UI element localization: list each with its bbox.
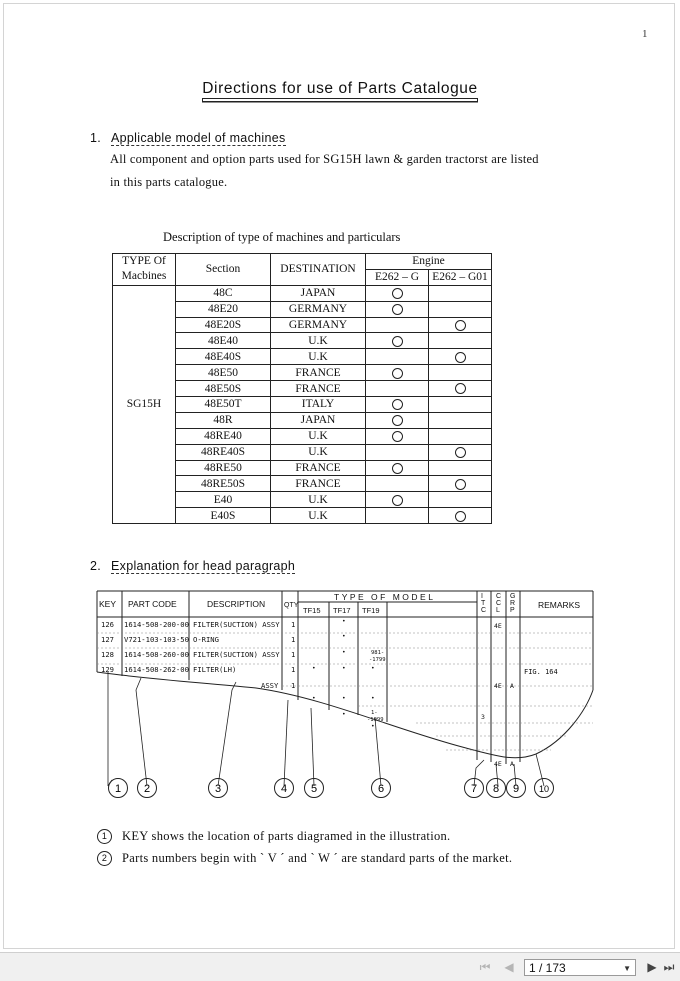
table-caption: Description of type of machines and particulars	[163, 230, 401, 244]
page-indicator: 1 / 173	[529, 961, 566, 975]
spec-engine-a-cell	[366, 333, 429, 349]
ccl-value: 4E	[494, 682, 502, 690]
note-1	[97, 829, 451, 844]
spec-engine-b-cell	[429, 349, 492, 365]
spec-section-cell: 48RE40	[176, 428, 271, 444]
circle-mark-icon	[455, 511, 466, 522]
model-mark: •	[342, 711, 346, 718]
spec-section-cell: 48R	[176, 412, 271, 428]
first-page-icon[interactable]: ⏮	[479, 960, 491, 974]
circle-mark-icon	[392, 463, 403, 474]
section2-heading	[90, 559, 295, 573]
spec-engine-b-cell	[429, 301, 492, 317]
spec-destination-cell: FRANCE	[271, 381, 366, 397]
next-page-icon[interactable]: ▶	[647, 960, 657, 974]
spec-table	[112, 253, 492, 524]
circle-mark-icon	[455, 479, 466, 490]
circle-mark-icon	[455, 447, 466, 458]
spec-engine-a-cell	[366, 412, 429, 428]
spec-engine-b-cell	[429, 428, 492, 444]
spec-destination-cell: FRANCE	[271, 460, 366, 476]
note-1-text: KEY shows the location of parts diagramed in the illustration.	[122, 829, 451, 843]
head-col-key: KEY	[99, 599, 117, 609]
serial-range: -1999	[367, 717, 384, 723]
model-mark: •	[312, 695, 316, 702]
head-col-tf17: TF17	[333, 606, 351, 615]
model-mark: •	[371, 665, 375, 672]
circle-mark-icon	[455, 352, 466, 363]
spec-destination-cell: GERMANY	[271, 317, 366, 333]
page-number: 1	[642, 28, 648, 40]
spec-destination-cell: U.K	[271, 333, 366, 349]
head-col-ccl: C	[496, 593, 502, 600]
spec-section-cell: 48E20	[176, 301, 271, 317]
spec-engine-a-cell	[366, 285, 429, 301]
chevron-down-icon: ▼	[623, 964, 631, 973]
callout-label: 9	[512, 783, 520, 795]
spec-engine-a-cell	[366, 381, 429, 397]
spec-engine-b-cell	[429, 333, 492, 349]
head-row-key: 128	[101, 650, 114, 659]
callout-label: 10	[538, 784, 550, 794]
head-col-part-code: PART CODE	[128, 599, 177, 609]
head-paragraph-diagram	[96, 590, 596, 810]
grp-value: A	[510, 682, 514, 690]
spec-section-cell: 48RE40S	[176, 444, 271, 460]
spec-engine-b-cell	[429, 476, 492, 492]
spec-destination-cell: ITALY	[271, 397, 366, 413]
spec-engine-b-cell	[429, 492, 492, 508]
spec-section-cell: 48RE50S	[176, 476, 271, 492]
head-row-qty: 1	[291, 665, 296, 674]
head-row-qty: 1	[291, 650, 296, 659]
spec-section-cell: 48RE50	[176, 460, 271, 476]
spec-section-cell: 48E50	[176, 365, 271, 381]
spec-header-engine: Engine	[366, 254, 492, 270]
head-row-part-code: 1614-508-262-00	[124, 665, 189, 674]
spec-destination-cell: U.K	[271, 428, 366, 444]
spec-destination-cell: U.K	[271, 444, 366, 460]
head-col-description: DESCRIPTION	[207, 599, 266, 609]
circle-mark-icon	[392, 415, 403, 426]
spec-engine-b-cell	[429, 444, 492, 460]
head-col-type-of-model: TYPE OF MODEL	[334, 592, 436, 602]
circle-mark-icon	[392, 368, 403, 379]
circle-mark-icon	[455, 383, 466, 394]
head-col-qty: QTY	[284, 602, 299, 609]
spec-destination-cell: GERMANY	[271, 301, 366, 317]
head-col-itc: C	[481, 607, 487, 614]
circle-mark-icon	[392, 495, 403, 506]
head-row-qty: 1	[291, 681, 296, 690]
last-page-icon[interactable]: ⏭	[663, 960, 675, 974]
page-title	[0, 80, 680, 98]
head-row-description: FILTER(LH)	[193, 665, 237, 674]
circle-mark-icon	[392, 336, 403, 347]
head-row-description: FILTER(SUCTION) ASSY	[193, 620, 280, 629]
circle-mark-icon	[455, 320, 466, 331]
head-paragraph-figure	[96, 590, 596, 810]
head-row-part-code: 1614-508-200-00	[124, 620, 189, 629]
head-col-grp: G	[510, 593, 516, 600]
note-2-marker: 2	[97, 851, 112, 866]
note-2	[97, 851, 512, 866]
section2-number: 2.	[90, 559, 102, 573]
callout-label: 2	[143, 783, 151, 795]
spec-engine-a-cell	[366, 428, 429, 444]
section1-number: 1.	[90, 131, 102, 145]
spec-header-engine-a: E262 – G	[366, 269, 429, 285]
page-selector[interactable]	[524, 959, 636, 976]
spec-destination-cell: FRANCE	[271, 476, 366, 492]
viewer-toolbar	[0, 952, 680, 981]
spec-engine-a-cell	[366, 508, 429, 524]
spec-model-cell: SG15H	[113, 285, 176, 523]
section1-label: Applicable model of machines	[111, 131, 286, 145]
spec-engine-a-cell	[366, 317, 429, 333]
ccl-value: 4E	[494, 622, 502, 630]
callout-label: 6	[377, 783, 385, 795]
spec-destination-cell: FRANCE	[271, 365, 366, 381]
head-row-qty: 1	[291, 620, 296, 629]
head-row-key: 127	[101, 635, 114, 644]
spec-engine-b-cell	[429, 365, 492, 381]
circle-mark-icon	[392, 304, 403, 315]
spec-engine-a-cell	[366, 476, 429, 492]
serial-range: 981-	[371, 650, 385, 656]
head-col-itc: I	[481, 593, 483, 600]
spec-engine-b-cell	[429, 460, 492, 476]
callout-label: 1	[114, 783, 122, 795]
spec-engine-b-cell	[429, 397, 492, 413]
model-mark: •	[342, 695, 346, 702]
serial-range: -1799	[369, 657, 386, 663]
spec-section-cell: E40	[176, 492, 271, 508]
section1-line2: in this parts catalogue.	[110, 175, 228, 189]
model-mark: •	[312, 665, 316, 672]
callout-label: 5	[310, 783, 318, 795]
model-mark: •	[371, 695, 375, 702]
spec-row	[113, 285, 492, 301]
head-row-description: O-RING	[193, 635, 219, 644]
model-mark: •	[342, 633, 346, 640]
section1-paragraph	[110, 148, 610, 194]
circle-mark-icon	[392, 431, 403, 442]
circle-mark-icon	[392, 288, 403, 299]
section2-label: Explanation for head paragraph	[111, 559, 296, 573]
grp-value: A	[510, 760, 514, 768]
spec-engine-b-cell	[429, 381, 492, 397]
model-mark: •	[342, 649, 346, 656]
spec-engine-a-cell	[366, 444, 429, 460]
head-row-part-code: 1614-508-260-00	[124, 650, 189, 659]
spec-section-cell: 48C	[176, 285, 271, 301]
note-2-text: Parts numbers begin with ` V ´ and ` W ´ are standard parts of the market.	[122, 851, 513, 865]
spec-section-cell: 48E50S	[176, 381, 271, 397]
page-title-text: Directions for use of Parts Catalogue	[202, 80, 478, 97]
callout-label: 4	[280, 783, 288, 795]
spec-table-body	[113, 285, 492, 523]
head-col-ccl: L	[496, 607, 500, 614]
spec-engine-a-cell	[366, 301, 429, 317]
callout-label: 3	[214, 783, 222, 795]
head-col-itc: T	[481, 600, 486, 607]
head-col-ccl: C	[496, 600, 502, 607]
spec-engine-b-cell	[429, 317, 492, 333]
model-mark: •	[342, 618, 346, 625]
spec-header-destination: DESTINATION	[271, 254, 366, 286]
head-col-grp: R	[510, 600, 516, 607]
spec-engine-a-cell	[366, 397, 429, 413]
head-row-qty: 1	[291, 635, 296, 644]
head-row-key: 129	[101, 665, 114, 674]
head-row-description: FILTER(SUCTION) ASSY	[193, 650, 280, 659]
spec-section-cell: E40S	[176, 508, 271, 524]
previous-page-icon[interactable]: ◀	[504, 960, 514, 974]
spec-header-type: TYPE Of Macbines	[113, 254, 176, 286]
spec-destination-cell: JAPAN	[271, 285, 366, 301]
spec-section-cell: 48E40S	[176, 349, 271, 365]
spec-section-cell: 48E20S	[176, 317, 271, 333]
spec-engine-b-cell	[429, 508, 492, 524]
callout-label: 7	[470, 783, 478, 795]
model-mark: •	[342, 665, 346, 672]
spec-engine-b-cell	[429, 285, 492, 301]
callout-label: 8	[492, 783, 500, 795]
circle-mark-icon	[392, 399, 403, 410]
section1-heading	[90, 131, 286, 145]
spec-section-cell: 48E40	[176, 333, 271, 349]
spec-destination-cell: JAPAN	[271, 412, 366, 428]
spec-engine-a-cell	[366, 349, 429, 365]
head-col-tf19: TF19	[362, 606, 380, 615]
spec-destination-cell: U.K	[271, 492, 366, 508]
spec-header-engine-b: E262 – G01	[429, 269, 492, 285]
serial-range: 1-	[371, 710, 378, 716]
head-col-remarks: REMARKS	[538, 600, 581, 610]
spec-engine-a-cell	[366, 365, 429, 381]
note-1-marker: 1	[97, 829, 112, 844]
spec-section-cell: 48E50T	[176, 397, 271, 413]
spec-engine-b-cell	[429, 412, 492, 428]
spec-destination-cell: U.K	[271, 349, 366, 365]
spec-engine-a-cell	[366, 460, 429, 476]
spec-engine-a-cell	[366, 492, 429, 508]
head-row-part-code: V721-103-103-50	[124, 635, 189, 644]
spec-destination-cell: U.K	[271, 508, 366, 524]
spec-header-section: Section	[176, 254, 271, 286]
remarks-value: FIG. 164	[524, 668, 558, 676]
head-col-tf15: TF15	[303, 606, 321, 615]
head-row-key: 126	[101, 620, 114, 629]
head-row-description-assy: ASSY	[261, 681, 279, 690]
model-mark: •	[371, 723, 375, 730]
itc-value: 3	[481, 713, 485, 721]
ccl-value: 4E	[494, 760, 502, 768]
head-col-grp: P	[510, 607, 515, 614]
section1-line1: All component and option parts used for SG15H lawn & garden tractorst are listed	[110, 152, 539, 166]
